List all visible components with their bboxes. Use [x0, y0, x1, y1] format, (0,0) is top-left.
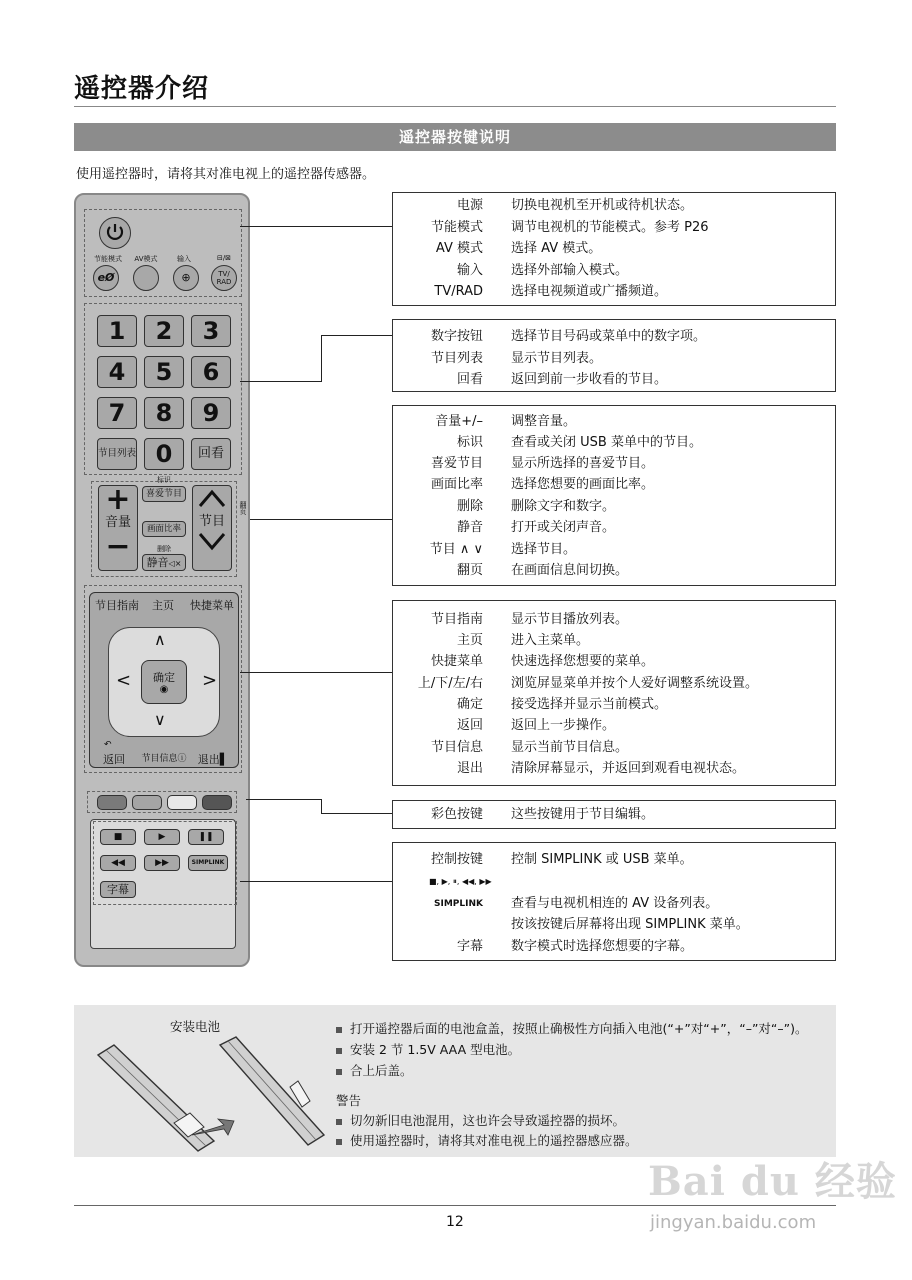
battery-step-2 — [336, 1040, 520, 1058]
row-desc: 调整音量。 — [511, 414, 577, 429]
row-label: 返回 — [456, 718, 483, 733]
connector-2c — [321, 335, 392, 336]
num-3-button: 3 — [191, 315, 231, 347]
battery-step-3-text: 合上后盖。 — [350, 1063, 413, 1078]
row-desc: 切换电视机至开机或待机状态。 — [511, 198, 694, 213]
num-9-button: 9 — [191, 397, 231, 429]
battery-step-2-text: 安装 2 节 1.5V AAA 型电池。 — [350, 1042, 521, 1057]
favorite-button: 喜爱节目 — [142, 486, 186, 502]
power-button — [99, 217, 131, 249]
row-desc: 显示当前节目信息。 — [511, 740, 629, 755]
info-label: 节目信息 — [141, 754, 178, 764]
input-label: 输入 — [177, 255, 191, 263]
av-mode-button — [133, 265, 159, 291]
row-label: 喜爱节目 — [430, 456, 483, 471]
energy-icon: eØ — [97, 271, 115, 284]
up-arrow-icon: ∧ — [154, 630, 166, 649]
row-desc: 清除屏幕显示，并返回到观看电视状态。 — [511, 761, 746, 776]
numpad-info-box — [392, 319, 836, 392]
volume-up-icon: + — [105, 482, 131, 517]
row-desc: 返回上一步操作。 — [511, 718, 616, 733]
warning-2 — [336, 1131, 638, 1149]
row-desc: 显示节目播放列表。 — [511, 612, 629, 627]
return-button — [94, 751, 134, 767]
section-title: 遥控器按键说明 — [74, 123, 836, 151]
yellow-key — [167, 795, 197, 810]
green-key — [132, 795, 162, 810]
row-label: AV 模式 — [435, 241, 483, 256]
info-icon: ⓘ — [177, 754, 187, 764]
stop-button — [100, 829, 136, 845]
title-rule — [74, 106, 836, 107]
row-desc: 快速选择您想要的菜单。 — [511, 654, 655, 669]
row-label: 数字按钮 — [430, 329, 483, 344]
ok-icon: ◉ — [159, 684, 169, 695]
pause-icon: ❚❚ — [198, 832, 214, 842]
fast-forward-icon: ▶▶ — [155, 858, 169, 868]
row-desc: 选择节目号码或菜单中的数字项。 — [511, 329, 707, 344]
volume-down-icon: − — [105, 529, 131, 564]
blue-key — [202, 795, 232, 810]
row-label: 翻页 — [456, 563, 483, 578]
row-label: 退出 — [456, 761, 483, 776]
row-label: 节目信息 — [430, 740, 483, 755]
row-desc: 显示节目列表。 — [511, 351, 603, 366]
row-desc: 接受选择并显示当前模式。 — [511, 697, 668, 712]
dpad — [108, 627, 220, 737]
connector-2a — [240, 381, 322, 382]
exit-label: 退出 — [197, 753, 220, 766]
row-desc: 选择您想要的画面比率。 — [511, 477, 655, 492]
right-arrow-icon: > — [202, 670, 218, 691]
remote-control-illustration — [74, 193, 250, 967]
pause-button — [188, 829, 224, 845]
battery-step-3 — [336, 1061, 413, 1079]
row-label: 确定 — [456, 697, 483, 712]
connector-2b — [321, 335, 322, 382]
warning-1 — [336, 1111, 625, 1129]
num-0-button: 0 — [144, 438, 184, 470]
row-desc: 浏览屏显菜单并按个人爱好调整系统设置。 — [511, 676, 759, 691]
battery-step-1-text: 打开遥控器后面的电池盒盖，按照止确极性方向插入电池(“+”对“+”，“–”对“–”)。 — [350, 1021, 808, 1036]
row-desc: 选择电视频道或广播频道。 — [511, 284, 668, 299]
num-5-button: 5 — [144, 356, 184, 388]
row-label: 彩色按键 — [430, 807, 483, 822]
row-label: 字幕 — [456, 939, 483, 954]
return-label: 返回 — [103, 753, 125, 766]
num-6-button: 6 — [191, 356, 231, 388]
delete-label: 删除 — [157, 545, 171, 553]
row-desc: 选择 AV 模式。 — [511, 241, 602, 256]
row-label: 上/下/左/右 — [417, 676, 483, 691]
row-label: 输入 — [456, 263, 483, 278]
row-label: 静音 — [456, 520, 483, 535]
bullet-icon — [336, 1048, 342, 1054]
control-keys-info-box — [392, 842, 836, 961]
row-label: 删除 — [456, 499, 483, 514]
warning-title: 警告 — [336, 1093, 362, 1108]
row-desc: 打开或关闭声音。 — [511, 520, 616, 535]
row-label: ■, ▶, ⏸, ◀◀, ▶▶ — [429, 877, 492, 886]
mark-label: 标识 — [157, 476, 171, 484]
prog-list-button: 节目列表 — [97, 438, 137, 470]
power-info-box — [392, 192, 836, 306]
bullet-icon — [336, 1119, 342, 1125]
row-label: 节目列表 — [430, 351, 483, 366]
av-label: AV模式 — [134, 255, 158, 263]
warning-1-text: 切勿新旧电池混用，这也许会导致遥控器的损坏。 — [350, 1113, 626, 1128]
row-desc: 选择节目。 — [511, 542, 577, 557]
num-2-button: 2 — [144, 315, 184, 347]
row-desc: 返回到前一步收看的节目。 — [511, 372, 668, 387]
connector-6 — [240, 881, 392, 882]
home-button: 主页 — [152, 599, 174, 612]
bullet-icon — [336, 1027, 342, 1033]
back-view-button: 回看 — [191, 438, 231, 470]
row-desc: 删除文字和数字。 — [511, 499, 616, 514]
color-keys-info-box — [392, 800, 836, 829]
tvrad-label: ⊟/⊠ — [216, 254, 232, 262]
row-label: 主页 — [456, 633, 483, 648]
num-8-button: 8 — [144, 397, 184, 429]
program-up-icon — [194, 486, 230, 510]
connector-1 — [240, 226, 392, 227]
energy-saving-button — [93, 265, 119, 291]
program-rocker — [192, 485, 232, 571]
battery-illustration — [94, 1035, 334, 1153]
connector-5b — [321, 799, 322, 814]
row-desc: 数字模式时选择您想要的字幕。 — [511, 939, 694, 954]
red-key — [97, 795, 127, 810]
num-4-button: 4 — [97, 356, 137, 388]
page-label: 翻页 — [239, 501, 247, 515]
volume-info-box — [392, 405, 836, 586]
row-label: 控制按键 — [430, 852, 483, 867]
bullet-icon — [336, 1069, 342, 1075]
row-label: 节目 ∧ ∨ — [429, 542, 483, 557]
row-desc: 按该按键后屏幕将出现 SIMPLINK 菜单。 — [511, 917, 749, 932]
play-button — [144, 829, 180, 845]
battery-title: 安装电池 — [170, 1019, 221, 1034]
connector-3 — [250, 519, 392, 520]
volume-label: 音量 — [104, 515, 131, 530]
row-label: 节目指南 — [430, 612, 483, 627]
row-label: 标识 — [456, 435, 483, 450]
row-desc: 这些按键用于节目编辑。 — [511, 807, 655, 822]
input-button — [173, 265, 199, 291]
volume-rocker — [98, 482, 138, 571]
ok-button — [141, 660, 187, 704]
mute-button — [142, 554, 186, 571]
page-title: 遥控器介绍 — [74, 74, 210, 104]
watermark-brand: Bai du 经验 — [648, 1158, 897, 1205]
play-icon: ▶ — [158, 832, 166, 842]
rewind-button — [100, 855, 136, 871]
row-desc: 查看或关闭 USB 菜单中的节目。 — [511, 435, 702, 450]
row-label: 电源 — [456, 198, 483, 213]
guide-button: 节目指南 — [95, 599, 139, 612]
fast-forward-button — [144, 855, 180, 871]
navigation-info-box — [392, 600, 836, 786]
quick-menu-button: 快捷菜单 — [190, 599, 234, 612]
intro-text: 使用遥控器时，请将其对准电视上的遥控器传感器。 — [76, 167, 376, 182]
stop-icon: ■ — [113, 832, 123, 842]
num-7-button: 7 — [97, 397, 137, 429]
battery-step-1 — [336, 1019, 808, 1037]
row-label: TV/RAD — [434, 284, 483, 299]
row-label: 节能模式 — [430, 220, 483, 235]
subtitle-button: 字幕 — [100, 881, 136, 898]
connector-5c — [321, 813, 392, 814]
aspect-ratio-button: 画面比率 — [142, 521, 186, 537]
mute-icon: ◁× — [168, 559, 182, 568]
connector-4 — [240, 672, 392, 673]
left-arrow-icon: < — [116, 670, 132, 691]
warning-2-text: 使用遥控器时，请将其对准电视上的遥控器感应器。 — [350, 1133, 638, 1148]
ok-label: 确定 — [153, 671, 175, 684]
energy-label: 节能模式 — [94, 255, 122, 263]
simplink-logo: SIMPLINK — [434, 899, 483, 909]
battery-panel — [74, 1005, 836, 1157]
connector-5a — [246, 799, 322, 800]
rewind-icon: ◀◀ — [111, 858, 125, 868]
watermark-url: jingyan.baidu.com — [650, 1212, 817, 1233]
info-button — [138, 751, 190, 764]
simplink-button: SIMPLINK — [188, 855, 228, 871]
mute-label: 静音 — [146, 556, 169, 569]
input-icon: ⊕ — [181, 271, 191, 284]
bullet-icon — [336, 1139, 342, 1145]
program-down-icon — [194, 530, 230, 554]
row-desc: 选择外部输入模式。 — [511, 263, 629, 278]
return-icon: ↶ — [104, 740, 112, 750]
row-label: 快捷菜单 — [430, 654, 483, 669]
row-label: 音量+/– — [435, 414, 483, 429]
page-number: 12 — [446, 1214, 464, 1230]
row-desc: 显示所选择的喜爱节目。 — [511, 456, 655, 471]
row-desc: 在画面信息间切换。 — [511, 563, 629, 578]
exit-icon: ▌ — [219, 753, 229, 766]
exit-button — [190, 751, 236, 767]
row-desc: 进入主菜单。 — [511, 633, 590, 648]
row-desc: 控制 SIMPLINK 或 USB 菜单。 — [511, 852, 693, 867]
row-desc: 查看与电视机相连的 AV 设备列表。 — [511, 896, 719, 911]
program-label: 节目 — [198, 514, 225, 529]
tv-rad-button: TV/ RAD — [211, 265, 237, 291]
power-icon — [101, 218, 129, 246]
row-desc: 调节电视机的节能模式。参考 P26 — [511, 220, 709, 235]
down-arrow-icon: ∨ — [154, 710, 166, 729]
num-1-button: 1 — [97, 315, 137, 347]
row-label: 画面比率 — [430, 477, 483, 492]
row-label: 回看 — [456, 372, 483, 387]
